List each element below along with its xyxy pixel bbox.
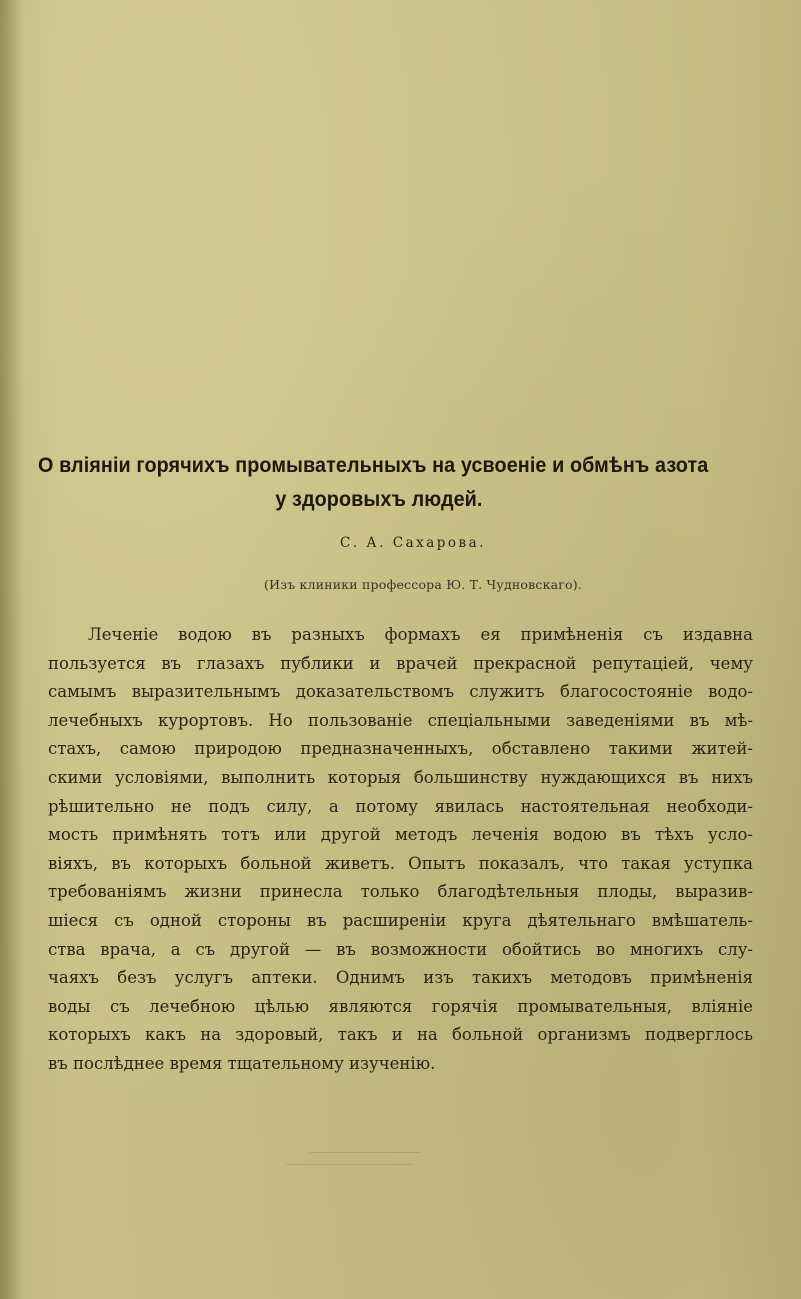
body-line: віяхъ, въ которыхъ больной живетъ. Опытъ показалъ, что такая уступка	[48, 853, 753, 873]
body-line: шіеся съ одной стороны въ расширеніи круга дѣятельнаго вмѣшатель-	[48, 910, 753, 930]
body-line: ства врача, а съ другой — въ возможности обойтись во многихъ слу-	[48, 939, 753, 959]
body-line: требованіямъ жизни принесла только благодѣтельныя плоды, выразив-	[48, 882, 753, 902]
body-line: мость примѣнять тотъ или другой методъ леченія водою въ тѣхъ усло-	[48, 825, 753, 845]
author-name: С. А. Сахарова.	[340, 535, 486, 551]
body-line: чаяхъ безъ услугъ аптеки. Однимъ изъ такихъ методовъ примѣненія	[48, 968, 753, 988]
page-edge-shadow	[0, 0, 24, 1299]
title-line-1: О вліяніи горячихъ промывательныхъ на усвоеніе и обмѣнъ азота	[38, 453, 709, 477]
body-line: въ послѣднее время тщательному изученію.	[48, 1053, 436, 1073]
body-line: которыхъ какъ на здоровый, такъ и на больной организмъ подверглось	[48, 1025, 753, 1045]
affiliation-note: (Изъ клиники профессора Ю. Т. Чудновскаго).	[264, 577, 582, 592]
body-line: рѣшительно не подъ силу, а потому явилась настоятельная необходи-	[48, 796, 753, 816]
body-line: лечебныхъ курортовъ. Но пользованіе спеціальными заведеніями въ мѣ-	[48, 710, 753, 730]
body-line: скими условіями, выполнить которыя большинству нуждающихся въ нихъ	[48, 767, 753, 787]
body-line: Леченіе водою въ разныхъ формахъ ея примѣненія съ издавна	[88, 625, 753, 644]
faint-rule	[286, 1164, 412, 1165]
body-paragraph	[48, 621, 753, 1079]
title-line-2: у здоровыхъ людей.	[275, 487, 483, 511]
body-line: пользуется въ глазахъ публики и врачей прекрасной репутаціей, чему	[48, 653, 753, 673]
faint-rule	[310, 1152, 420, 1153]
body-line: самымъ выразительнымъ доказательствомъ служитъ благосостояніе водо-	[48, 682, 753, 702]
body-line: стахъ, самою природою предназначенныхъ, обставлено такими житей-	[48, 739, 753, 759]
article-title	[38, 448, 728, 516]
body-line: воды съ лечебною цѣлью являются горячія промывательныя, вліяніе	[48, 996, 753, 1016]
